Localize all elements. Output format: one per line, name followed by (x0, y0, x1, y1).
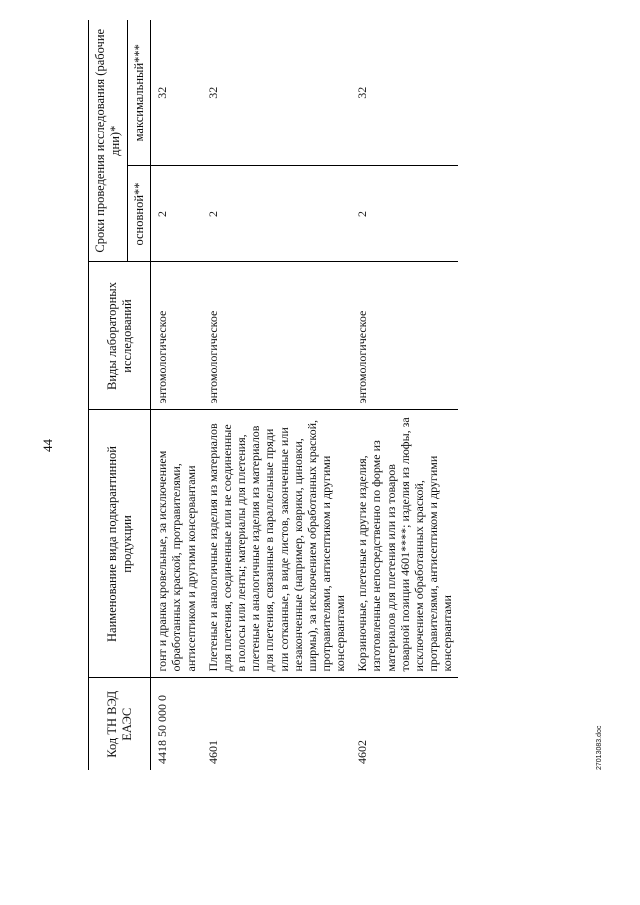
header-terms: Сроки проведения исследования (рабочие дни)* (89, 20, 128, 262)
header-code: Код ТН ВЭД ЕАЭС (89, 678, 151, 770)
table-row (202, 20, 352, 770)
quarantine-products-table (88, 20, 458, 770)
document-reference: 27013083.doc (596, 725, 603, 770)
row-lab: энтомологическое (202, 262, 352, 410)
row-code: 4601 (205, 740, 220, 764)
row-basic: 2 (202, 166, 352, 262)
page-number: 44 (40, 439, 55, 452)
header-max: максимальный*** (127, 20, 151, 166)
row-code: 4602 (355, 740, 370, 764)
header-basic: основной** (127, 166, 151, 262)
row-max: 32 (351, 20, 458, 166)
row-basic: 2 (351, 166, 458, 262)
row-lab: энтомологическое (151, 262, 202, 410)
header-lab: Виды лабораторных исследований (89, 262, 151, 410)
row-name: гонт и дранка кровельные, за исключением обработанных краской, протравителями, антисептиком и другими консервантами (151, 410, 202, 678)
row-name: Плетеные и аналогичные изделия из материалов для плетения, соединенные или не соединенные в полосы или ленты; материалы для плетения, плетеные и аналогичные изделия из материалов для плетения, связанные в параллельные пряди или сотканные, в виде листов, законченные или незаконченные (например, коврики, циновки, ширмы), за исключением обработанных краской, протравителями, антисептиком и другими консервантами (202, 410, 352, 678)
row-code: 4418 50 000 0 (155, 695, 170, 764)
row-max: 32 (202, 20, 352, 166)
table-row (351, 20, 458, 770)
header-name: Наименование вида подкарантинной продукции (89, 410, 151, 678)
rotated-page (40, 20, 603, 770)
row-basic: 2 (151, 166, 202, 262)
row-name: Корзиночные, плетеные и другие изделия, изготовленные непосредственно по форме из материалов для плетения или из товаров товарной позиции 4601****; изделия из люфы, за исключением обработанных краской, протравителями, антисептиком и другими консервантами (351, 410, 458, 678)
table-row (151, 20, 202, 770)
row-lab: энтомологическое (351, 262, 458, 410)
row-max: 32 (151, 20, 202, 166)
